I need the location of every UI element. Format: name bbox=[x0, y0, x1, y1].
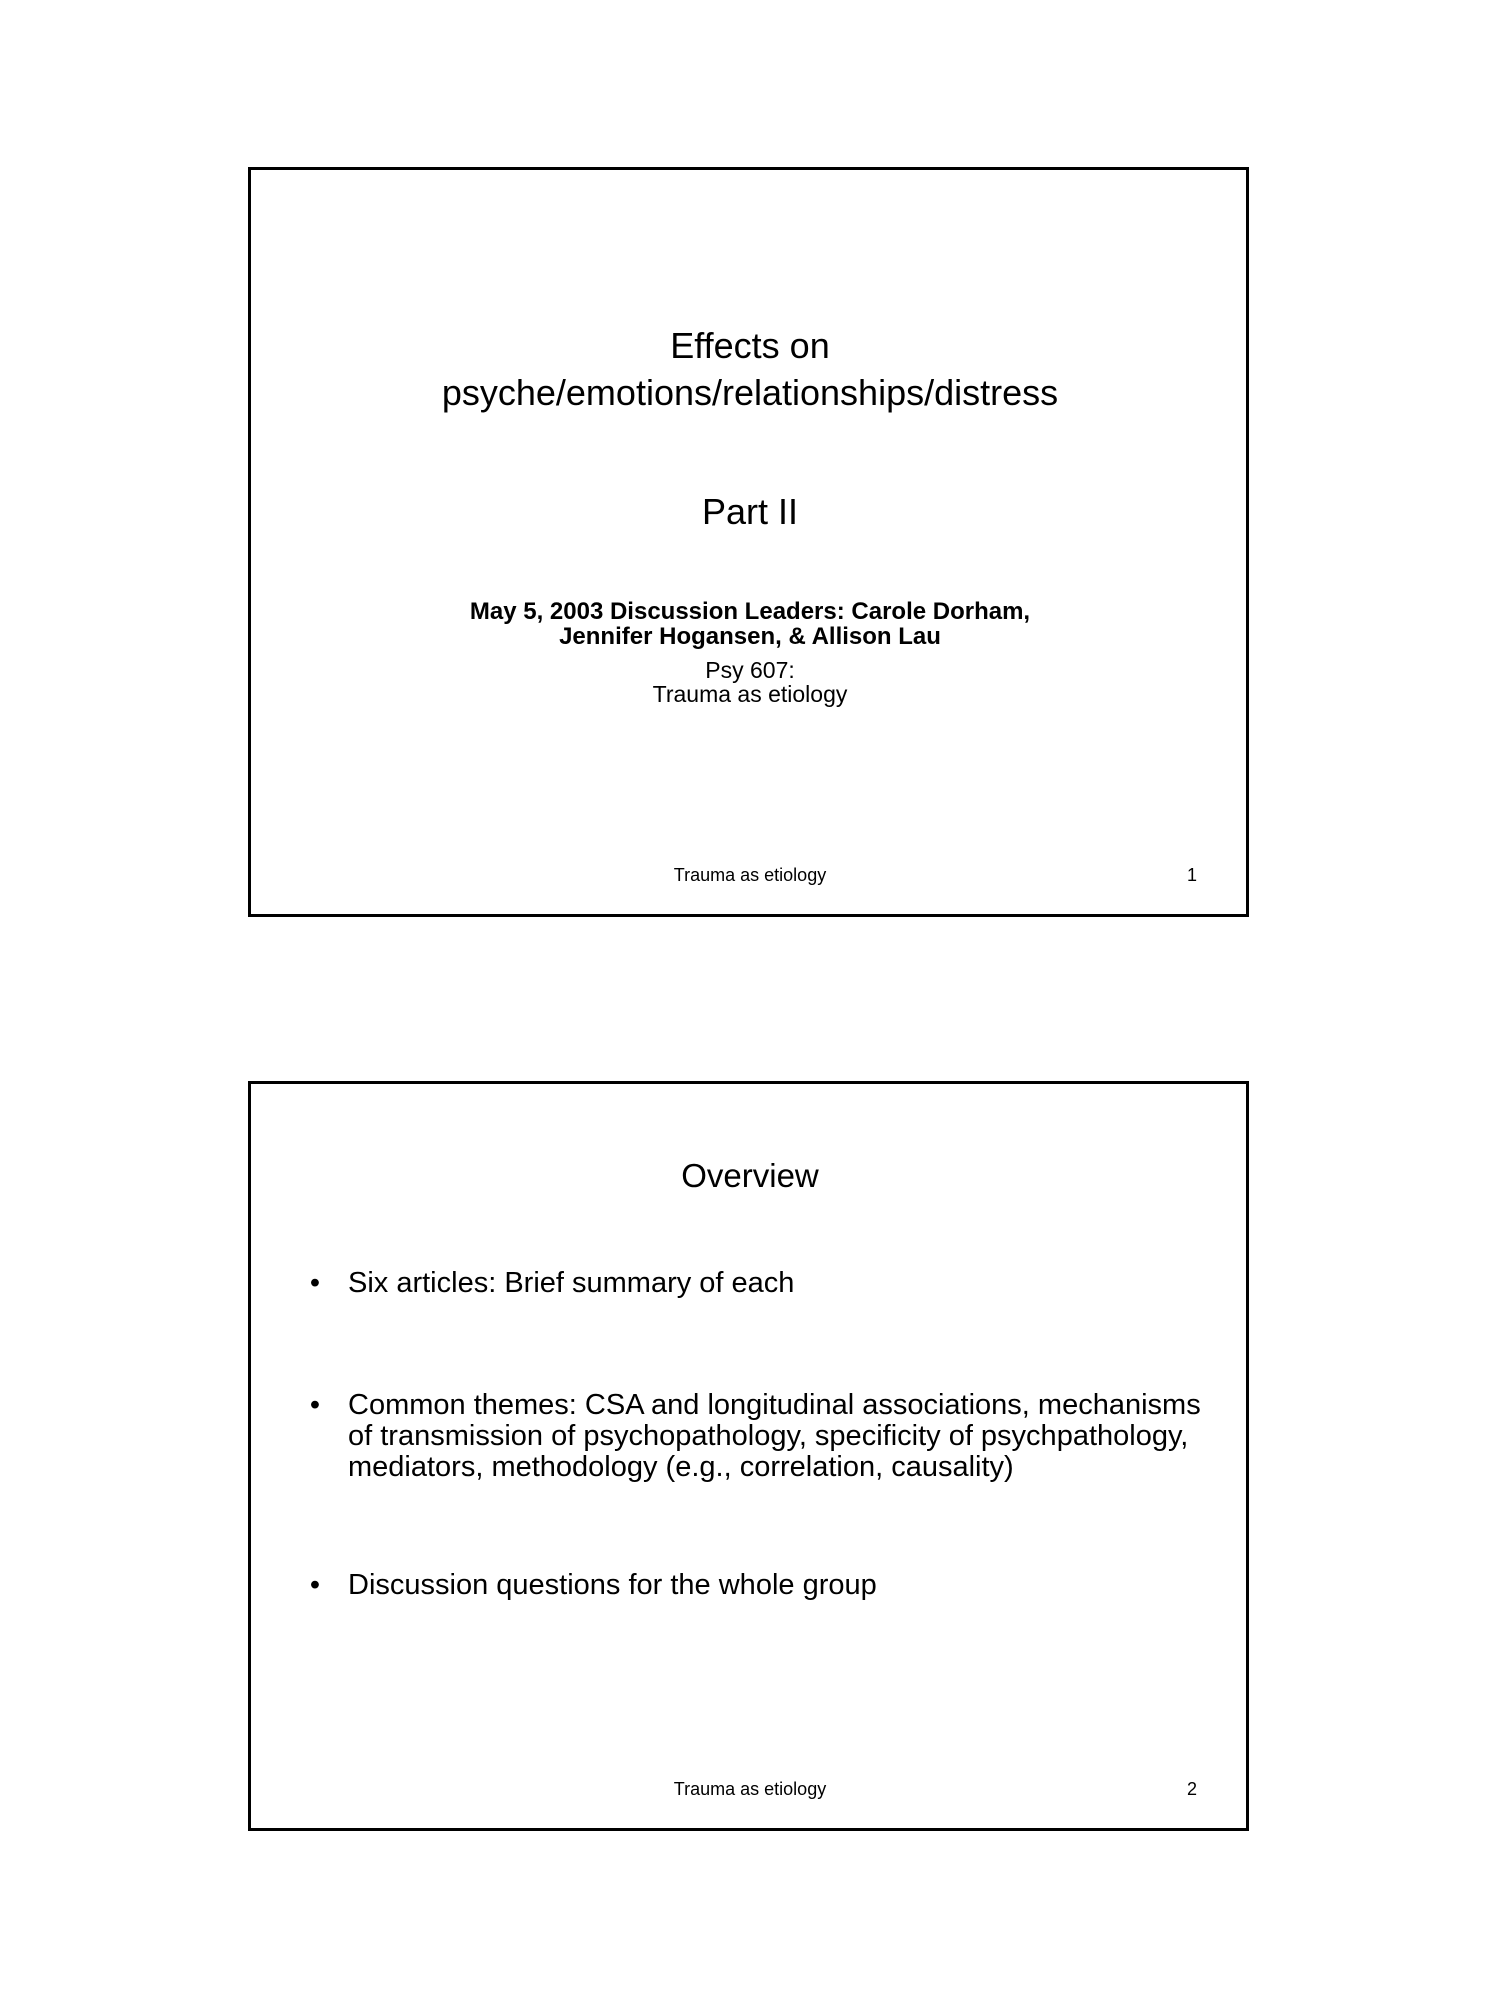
slide-2-page-number: 2 bbox=[1186, 1779, 1197, 1799]
slide-1-frame bbox=[248, 167, 1249, 917]
slide-1-leaders-line-1: May 5, 2003 Discussion Leaders: Carole Dorham, bbox=[469, 598, 1031, 625]
bullet-item-3-text bbox=[348, 1570, 877, 1601]
bullet-icon: • bbox=[309, 1389, 321, 1421]
bullet-item-2-line-2: of transmission of psychopathology, specificity of psychpathology, bbox=[348, 1420, 1189, 1452]
bullet-item-2-line-3: mediators, methodology (e.g., correlation, causality) bbox=[348, 1451, 1014, 1483]
bullet-icon: • bbox=[309, 1569, 321, 1601]
bullet-item-3-line-1: Discussion questions for the whole group bbox=[348, 1569, 877, 1601]
slide-1-course-line-2: Trauma as etiology bbox=[652, 681, 848, 707]
bullet-item-1-line-1: Six articles: Brief summary of each bbox=[348, 1267, 795, 1299]
slide-1-subtitle: Part II bbox=[701, 491, 799, 532]
slide-1-title-line-2: psyche/emotions/relationships/distress bbox=[441, 372, 1059, 413]
slide-1-page-number: 1 bbox=[1186, 865, 1197, 885]
slide-1-title-line-1: Effects on bbox=[670, 325, 830, 366]
bullet-icon: • bbox=[309, 1267, 321, 1299]
slide-2-title: Overview bbox=[681, 1157, 819, 1194]
bullet-item-1-text bbox=[348, 1268, 794, 1299]
bullet-item-2-text bbox=[348, 1390, 1201, 1483]
bullet-item-2-line-1: Common themes: CSA and longitudinal associations, mechanisms bbox=[348, 1389, 1201, 1421]
slide-1-course bbox=[0, 658, 1500, 706]
slide-2-footer: Trauma as etiology bbox=[673, 1779, 827, 1799]
slide-1-course-line-1: Psy 607: bbox=[705, 657, 795, 683]
slide-1-footer: Trauma as etiology bbox=[673, 865, 827, 885]
slide-1-title bbox=[0, 322, 1500, 416]
slide-1-leaders bbox=[0, 599, 1500, 649]
slide-1-leaders-line-2: Jennifer Hogansen, & Allison Lau bbox=[559, 623, 941, 650]
